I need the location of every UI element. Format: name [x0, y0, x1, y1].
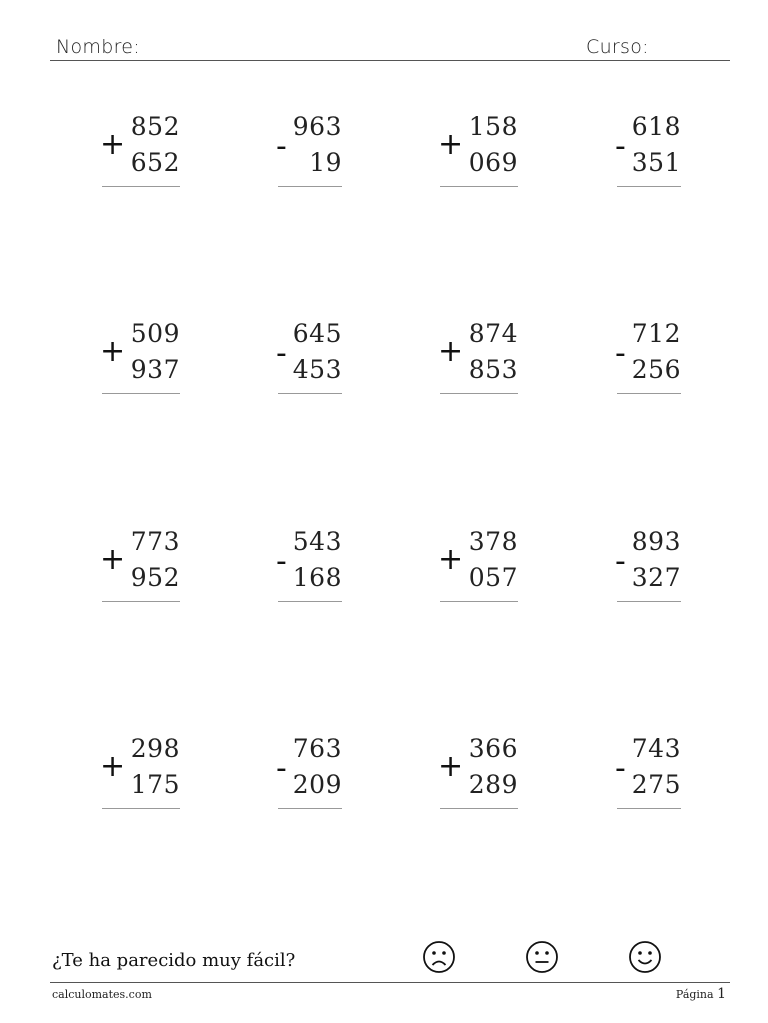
- problem-16: [615, 734, 681, 814]
- top-number: 543: [292, 527, 342, 556]
- site-name: calculomates.com: [52, 988, 152, 1001]
- answer-line[interactable]: [440, 393, 518, 394]
- answer-line[interactable]: [278, 808, 342, 809]
- problem-11: [438, 527, 518, 607]
- problem-4: [615, 112, 681, 192]
- problem-7: [438, 319, 518, 399]
- problem-14: [276, 734, 342, 814]
- answer-line[interactable]: [617, 601, 681, 602]
- answer-line[interactable]: [102, 186, 180, 187]
- course-label: Curso:: [586, 36, 649, 58]
- top-number: 378: [468, 527, 518, 556]
- bottom-number: 453: [292, 355, 342, 384]
- problem-5: [100, 319, 180, 399]
- name-label: Nombre:: [56, 36, 140, 58]
- sad-face-icon[interactable]: [422, 940, 456, 974]
- top-number: 874: [468, 319, 518, 348]
- minus-sign: -: [276, 129, 287, 164]
- top-number: 852: [130, 112, 180, 141]
- plus-sign: +: [438, 542, 464, 577]
- minus-sign: -: [615, 751, 626, 786]
- bottom-number: 057: [468, 563, 518, 592]
- problem-12: [615, 527, 681, 607]
- problem-9: [100, 527, 180, 607]
- top-number: 963: [292, 112, 342, 141]
- answer-line[interactable]: [278, 393, 342, 394]
- problem-8: [615, 319, 681, 399]
- answer-line[interactable]: [278, 601, 342, 602]
- answer-line[interactable]: [617, 808, 681, 809]
- bottom-number: 209: [292, 770, 342, 799]
- problem-13: [100, 734, 180, 814]
- neutral-face-icon[interactable]: [525, 940, 559, 974]
- footer-divider: [50, 982, 730, 983]
- answer-line[interactable]: [102, 808, 180, 809]
- bottom-number: 19: [309, 148, 342, 177]
- page-label: Página: [675, 988, 714, 1001]
- minus-sign: -: [615, 129, 626, 164]
- plus-sign: +: [438, 334, 464, 369]
- top-number: 298: [130, 734, 180, 763]
- top-number: 712: [631, 319, 681, 348]
- answer-line[interactable]: [440, 186, 518, 187]
- top-number: 645: [292, 319, 342, 348]
- answer-line[interactable]: [440, 601, 518, 602]
- bottom-number: 275: [631, 770, 681, 799]
- minus-sign: -: [615, 544, 626, 579]
- bottom-number: 937: [130, 355, 180, 384]
- bottom-number: 175: [130, 770, 180, 799]
- bottom-number: 069: [468, 148, 518, 177]
- problem-6: [276, 319, 342, 399]
- plus-sign: +: [100, 749, 126, 784]
- plus-sign: +: [100, 334, 126, 369]
- problem-15: [438, 734, 518, 814]
- top-number: 763: [292, 734, 342, 763]
- problem-10: [276, 527, 342, 607]
- plus-sign: +: [100, 127, 126, 162]
- problem-3: [438, 112, 518, 192]
- answer-line[interactable]: [617, 393, 681, 394]
- answer-line[interactable]: [102, 601, 180, 602]
- happy-face-icon[interactable]: [628, 940, 662, 974]
- top-number: 509: [130, 319, 180, 348]
- problem-2: [276, 112, 342, 192]
- minus-sign: -: [276, 544, 287, 579]
- problem-1: [100, 112, 180, 192]
- minus-sign: -: [276, 751, 287, 786]
- top-number: 618: [631, 112, 681, 141]
- top-number: 743: [631, 734, 681, 763]
- bottom-number: 289: [468, 770, 518, 799]
- answer-line[interactable]: [617, 186, 681, 187]
- answer-line[interactable]: [278, 186, 342, 187]
- header-divider: [50, 60, 730, 61]
- top-number: 366: [468, 734, 518, 763]
- answer-line[interactable]: [102, 393, 180, 394]
- minus-sign: -: [615, 336, 626, 371]
- page-indicator: [676, 986, 726, 1002]
- answer-line[interactable]: [440, 808, 518, 809]
- top-number: 158: [468, 112, 518, 141]
- plus-sign: +: [100, 542, 126, 577]
- top-number: 773: [130, 527, 180, 556]
- bottom-number: 853: [468, 355, 518, 384]
- minus-sign: -: [276, 336, 287, 371]
- plus-sign: +: [438, 127, 464, 162]
- bottom-number: 952: [130, 563, 180, 592]
- plus-sign: +: [438, 749, 464, 784]
- bottom-number: 168: [292, 563, 342, 592]
- bottom-number: 351: [631, 148, 681, 177]
- bottom-number: 327: [631, 563, 681, 592]
- feedback-question: ¿Te ha parecido muy fácil?: [52, 950, 296, 971]
- bottom-number: 652: [130, 148, 180, 177]
- top-number: 893: [631, 527, 681, 556]
- page-number: 1: [717, 986, 726, 1002]
- bottom-number: 256: [631, 355, 681, 384]
